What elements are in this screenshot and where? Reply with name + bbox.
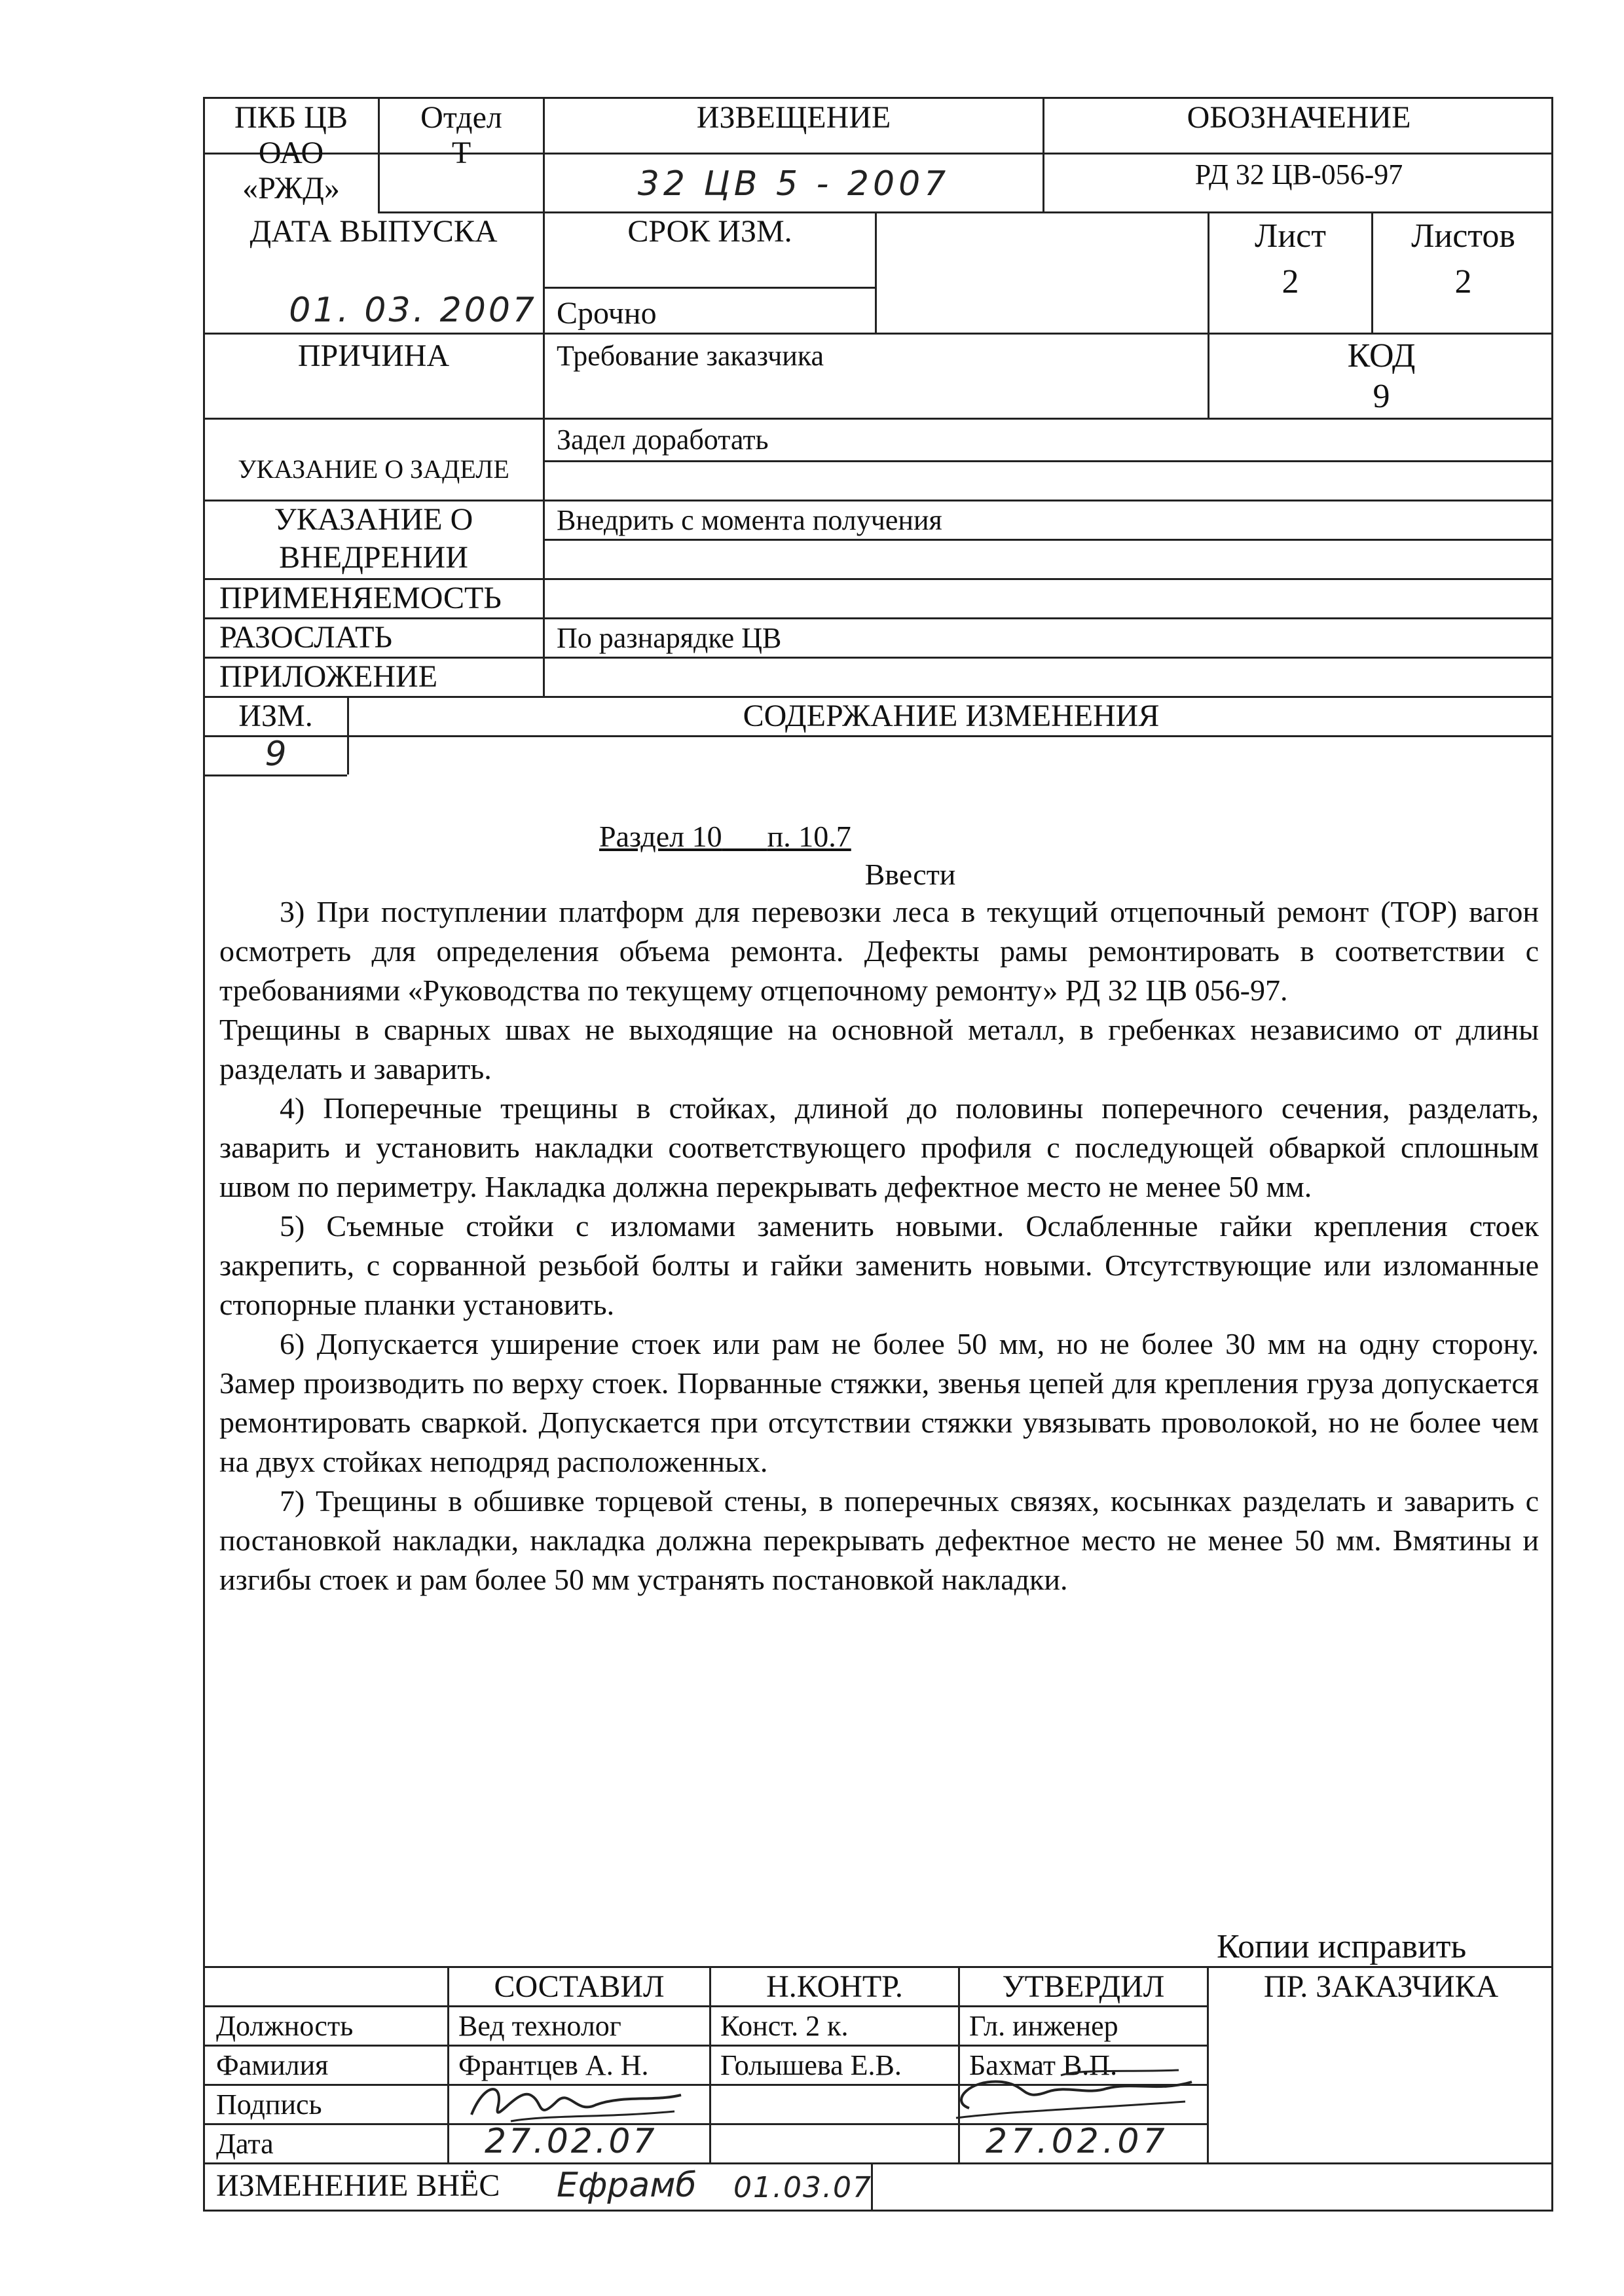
change-term-label: СРОК ИЗМ. bbox=[627, 214, 792, 249]
grid-line bbox=[203, 333, 1553, 335]
paragraph-4: 4) Поперечные трещины в стойках, длиной до половины поперечного сечения, разделать, заварить и установить накладки соответствующего профиля с последующей обваркой сплошным швом по периметру. Накладка должна перекрывать дефектное место не менее 50 мм. bbox=[219, 1091, 1539, 1203]
department-value: Т bbox=[451, 136, 471, 170]
paragraph-6: 6) Допускается уширение стоек или рам не более 50 мм, но не более 30 мм на одну сторону. Замер производить по верху стоек. Порванные стяжки, звенья цепей для крепления груза допускается ремонтировать сваркой. Допускается при отсутствии стяжки увязывать проволокой, но не более чем на двух стойках неподряд расположенных. bbox=[219, 1327, 1539, 1478]
designation-value: РД 32 ЦВ-056-97 bbox=[1194, 158, 1403, 191]
paragraph-cracks: Трещины в сварных швах не выходящие на основной металл, в гребенках независимо от длины разделать и заварить. bbox=[219, 1013, 1539, 1085]
change-entered-date: 01.03.07 bbox=[733, 2171, 872, 2204]
grid-line bbox=[378, 211, 1553, 213]
send-to-value: По разнарядке ЦВ bbox=[557, 622, 782, 654]
implementation-label-line-2: ВНЕДРЕНИИ bbox=[279, 540, 468, 575]
approved-date: 27.02.07 bbox=[986, 2122, 1169, 2161]
date-label: Дата bbox=[216, 2128, 274, 2160]
reason-label: ПРИЧИНА bbox=[297, 338, 450, 373]
applicability-label: ПРИМЕНЯЕМОСТЬ bbox=[219, 581, 502, 615]
sheet-value: 2 bbox=[1282, 263, 1299, 301]
paragraph-7: 7) Трещины в обшивке торцевой стены, в поперечных связях, косынках разделать и заварить с постановкой накладки, накладка должна перекрывать дефектное место не менее 50 мм. Вмятины и изгибы стоек и рам более 50 мм устранять постановкой накладки. bbox=[219, 1484, 1539, 1596]
reason-value: Требование заказчика bbox=[557, 340, 824, 372]
grid-line bbox=[203, 500, 1553, 501]
instruction-text: Ввести bbox=[864, 858, 956, 891]
approved-name: Бахмат В.П. bbox=[969, 2049, 1118, 2081]
issue-date: 01. 03. 2007 bbox=[289, 291, 537, 330]
grid-line bbox=[203, 735, 1553, 737]
grid-line bbox=[543, 333, 545, 696]
grid-line bbox=[875, 211, 877, 333]
compiled-header: СОСТАВИЛ bbox=[494, 1969, 665, 2004]
change-content-label: СОДЕРЖАНИЕ ИЗМЕНЕНИЯ bbox=[743, 699, 1160, 733]
grid-line bbox=[203, 2162, 1553, 2164]
norm-control-name: Голышева Е.В. bbox=[720, 2049, 902, 2081]
norm-control-position: Конст. 2 к. bbox=[720, 2010, 849, 2042]
sheet-label: Лист bbox=[1255, 217, 1326, 255]
position-label: Должность bbox=[216, 2010, 354, 2042]
norm-control-header: Н.КОНТР. bbox=[766, 1969, 903, 2004]
grid-line bbox=[543, 460, 1553, 462]
approved-header: УТВЕРДИЛ bbox=[1002, 1969, 1165, 2004]
surname-label: Фамилия bbox=[216, 2049, 329, 2081]
designation-label: ОБОЗНАЧЕНИЕ bbox=[1187, 100, 1411, 135]
grid-line bbox=[203, 2005, 1207, 2007]
backlog-value: Задел доработать bbox=[557, 424, 769, 456]
change-term-value: Срочно bbox=[557, 296, 657, 331]
clause-number: п. 10.7 bbox=[767, 820, 851, 853]
change-number-value: 9 bbox=[265, 735, 287, 774]
compiled-signature bbox=[458, 2075, 694, 2134]
compiled-date: 27.02.07 bbox=[485, 2122, 657, 2161]
grid-line bbox=[203, 578, 1553, 580]
change-number-label: ИЗМ. bbox=[238, 699, 313, 733]
issue-date-label: ДАТА ВЫПУСКА bbox=[249, 214, 498, 249]
implementation-value: Внедрить с момента получения bbox=[557, 504, 942, 536]
grid-line bbox=[543, 287, 875, 289]
section-reference bbox=[599, 822, 851, 852]
compiled-name: Франтцев А. Н. bbox=[458, 2049, 649, 2081]
backlog-label: УКАЗАНИЕ О ЗАДЕЛЕ bbox=[238, 454, 509, 484]
grid-line bbox=[203, 418, 1553, 420]
attachment-label: ПРИЛОЖЕНИЕ bbox=[219, 659, 438, 694]
grid-line bbox=[543, 539, 1553, 541]
department-label: Отдел bbox=[420, 100, 502, 135]
grid-line bbox=[203, 617, 1553, 619]
change-entered-name: Ефрамб bbox=[557, 2166, 697, 2205]
code-value: 9 bbox=[1373, 378, 1390, 415]
grid-line bbox=[203, 774, 347, 776]
notice-number: 32 ЦВ 5 - 2007 bbox=[637, 164, 950, 204]
change-entered-label: ИЗМЕНЕНИЕ ВНЁС bbox=[216, 2168, 500, 2203]
implementation-label-line-1: УКАЗАНИЕ О bbox=[274, 502, 473, 537]
sheets-value: 2 bbox=[1454, 263, 1472, 301]
grid-line bbox=[203, 1966, 1553, 1968]
paragraph-5: 5) Съемные стойки с изломами заменить новыми. Ослабленные гайки крепления стоек закрепить, с сорванной резьбой болты и гайки заменить новыми. Отсутствующие или изломанные стопорные планки установить. bbox=[219, 1209, 1539, 1321]
org-name-line-1: ПКБ ЦВ bbox=[234, 100, 348, 135]
approved-position: Гл. инженер bbox=[969, 2010, 1118, 2042]
sheets-label: Листов bbox=[1411, 217, 1515, 255]
org-name-line-3: «РЖД» bbox=[242, 171, 340, 206]
customer-rep-header: ПР. ЗАКАЗЧИКА bbox=[1263, 1969, 1499, 2004]
grid-line bbox=[203, 696, 1553, 698]
section-number: Раздел 10 bbox=[599, 820, 722, 853]
signature-label: Подпись bbox=[216, 2088, 322, 2121]
code-label: КОД bbox=[1347, 337, 1416, 374]
change-content-body bbox=[219, 892, 1539, 1599]
approved-signature bbox=[930, 2062, 1205, 2134]
copies-note: Копии исправить bbox=[1217, 1928, 1467, 1965]
notice-label: ИЗВЕЩЕНИЕ bbox=[696, 100, 891, 135]
compiled-position: Вед технолог bbox=[458, 2010, 621, 2042]
send-to-label: РАЗОСЛАТЬ bbox=[219, 620, 393, 655]
grid-line bbox=[203, 657, 1553, 659]
grid-line bbox=[203, 2045, 1207, 2047]
org-name-line-2: ОАО bbox=[258, 136, 324, 170]
paragraph-3: 3) При поступлении платформ для перевозки леса в текущий отцепочный ремонт (ТОР) вагон осмотреть для определения объема ремонта. Дефекты рамы ремонтировать в соответствии с требованиями «Руководства по текущему отцепочному ремонту» РД 32 ЦВ 056-97. bbox=[219, 895, 1539, 1007]
